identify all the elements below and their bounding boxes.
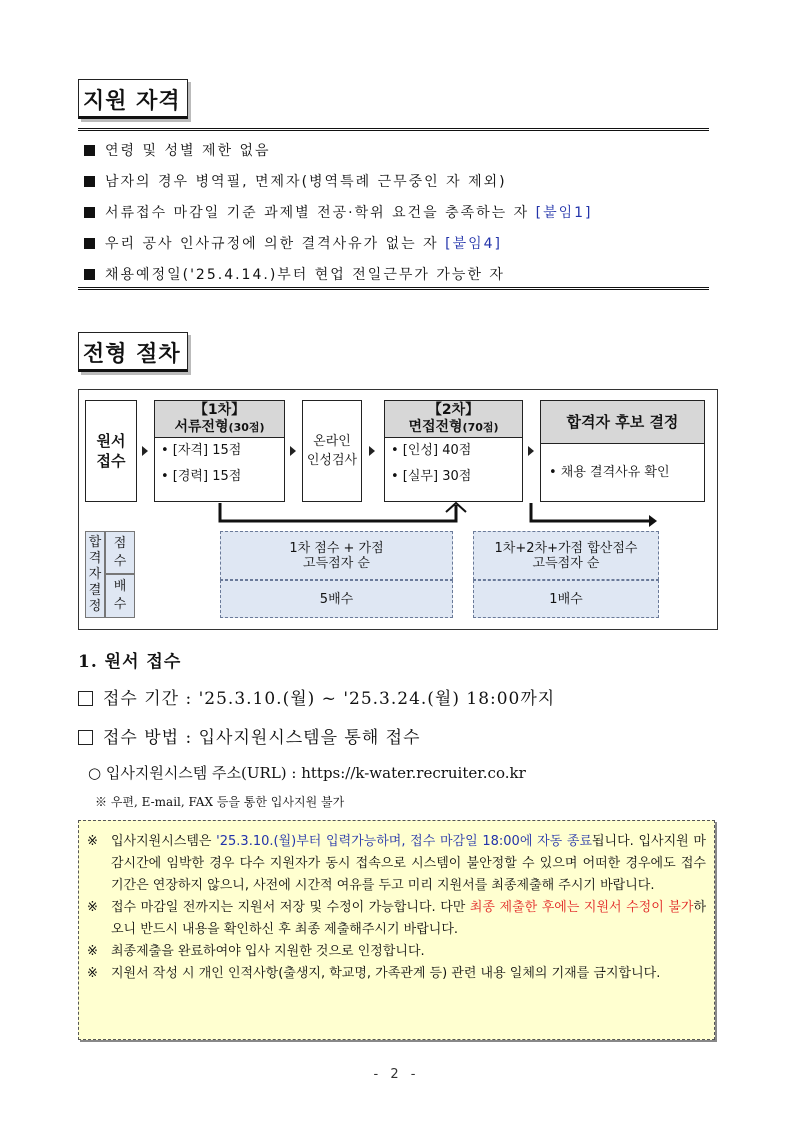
- notice-item: ※ 최종제출을 완료하여야 입사 지원한 것으로 인정합니다.: [87, 944, 425, 959]
- qualification-list: [78, 128, 709, 290]
- list-item: 서류접수 마감일 기준 과제별 전공·학위 요건을 충족하는 자 [붙임1]: [84, 202, 593, 222]
- criteria-multiple-2: 1배수: [473, 580, 659, 618]
- side-label-score: 점 수: [105, 531, 135, 574]
- step-interview: 【2차】 면접전형(70점) • [인성] 40점 • [실무] 30점: [384, 400, 523, 502]
- criteria-score-2: 1차+2차+가점 합산점수 고득점자 순: [473, 531, 659, 580]
- arrowhead-right-icon: [649, 515, 657, 527]
- checkbox-square-icon: [78, 691, 93, 706]
- step-document-screening: 【1차】 서류전형(30점) • [자격] 15점 • [경력] 15점: [154, 400, 285, 502]
- square-bullet-icon: [84, 176, 95, 187]
- step-application: 원서 접수: [85, 400, 137, 502]
- application-period: 접수 기간 : '25.3.10.(월) ~ '25.3.24.(월) 18:00까지: [78, 684, 555, 709]
- side-label-multiple: 배 수: [105, 574, 135, 618]
- step-final-candidate: 합격자 후보 결정 • 채용 결격사유 확인: [540, 400, 705, 502]
- step-header: 【1차】 서류전형(30점): [155, 401, 284, 438]
- attachment-link: [붙임4]: [445, 236, 502, 252]
- notice-item: ※ 지원서 작성 시 개인 인적사항(출생지, 학교명, 가족관계 등) 관련 내용 일체의 기재를 금지합니다.: [87, 966, 661, 981]
- checkbox-square-icon: [78, 730, 93, 745]
- notice-item: ※ 입사지원시스템은 '25.3.10.(월)부터 입력가능하며, 접수 마감일 18:00에 자동 종료됩니다. 입사지원 마감시간에 임박한 경우 다수 지원자가 동시 접속으로 시스템이 불안정할 수 있으며 어떠한 경우에도 접수 기간은 연장하지 않으니, 사전에 시간적 여유를 두고 미리 지원서를 최종제출해 주시기 바랍니다.: [87, 834, 706, 893]
- step-personality-test: 온라인 인성검사: [302, 400, 362, 502]
- side-label-final-decision: 합 격 자 결 정: [85, 531, 105, 618]
- attachment-link: [붙임1]: [535, 205, 593, 221]
- connector-arrow-icon: [220, 503, 456, 521]
- connector-arrows: [79, 390, 719, 530]
- notice-box: [78, 820, 715, 1040]
- list-item: 연령 및 성별 제한 없음: [84, 140, 271, 160]
- list-item: 남자의 경우 병역필, 면제자(병역특례 근무중인 자 제외): [84, 171, 507, 191]
- connector-arrow-icon: [531, 503, 649, 521]
- criteria-multiple-1: 5배수: [220, 580, 453, 618]
- application-note: ※ 우편, E-mail, FAX 등을 통한 입사지원 불가: [95, 795, 345, 809]
- square-bullet-icon: [84, 145, 95, 156]
- square-bullet-icon: [84, 269, 95, 280]
- section-title-process: 전형 절차: [78, 332, 188, 372]
- step-header: 【2차】 면접전형(70점): [385, 401, 522, 438]
- list-item: 채용예정일('25.4.14.)부터 현업 전일근무가 가능한 자: [84, 264, 505, 284]
- criteria-score-1: 1차 점수 + 가점 고득점자 순: [220, 531, 453, 580]
- section-title-qualification: 지원 자격: [78, 79, 188, 119]
- square-bullet-icon: [84, 238, 95, 249]
- list-item: 우리 공사 인사규정에 의한 결격사유가 없는 자 [붙임4]: [84, 233, 502, 253]
- page-number: - 2 -: [373, 1067, 420, 1082]
- application-url: ○ 입사지원시스템 주소(URL) : https://k-water.recruiter.co.kr: [88, 764, 526, 782]
- square-bullet-icon: [84, 207, 95, 218]
- heading-application: 1. 원서 접수: [78, 652, 182, 672]
- application-method: 접수 방법 : 입사지원시스템을 통해 접수: [78, 723, 421, 748]
- notice-item: ※ 접수 마감일 전까지는 지원서 저장 및 수정이 가능합니다. 다만 최종 제출한 후에는 지원서 수정이 불가하오니 반드시 내용을 확인하신 후 최종 제출해주시기 바랍니다.: [87, 900, 706, 937]
- process-diagram: [78, 389, 718, 630]
